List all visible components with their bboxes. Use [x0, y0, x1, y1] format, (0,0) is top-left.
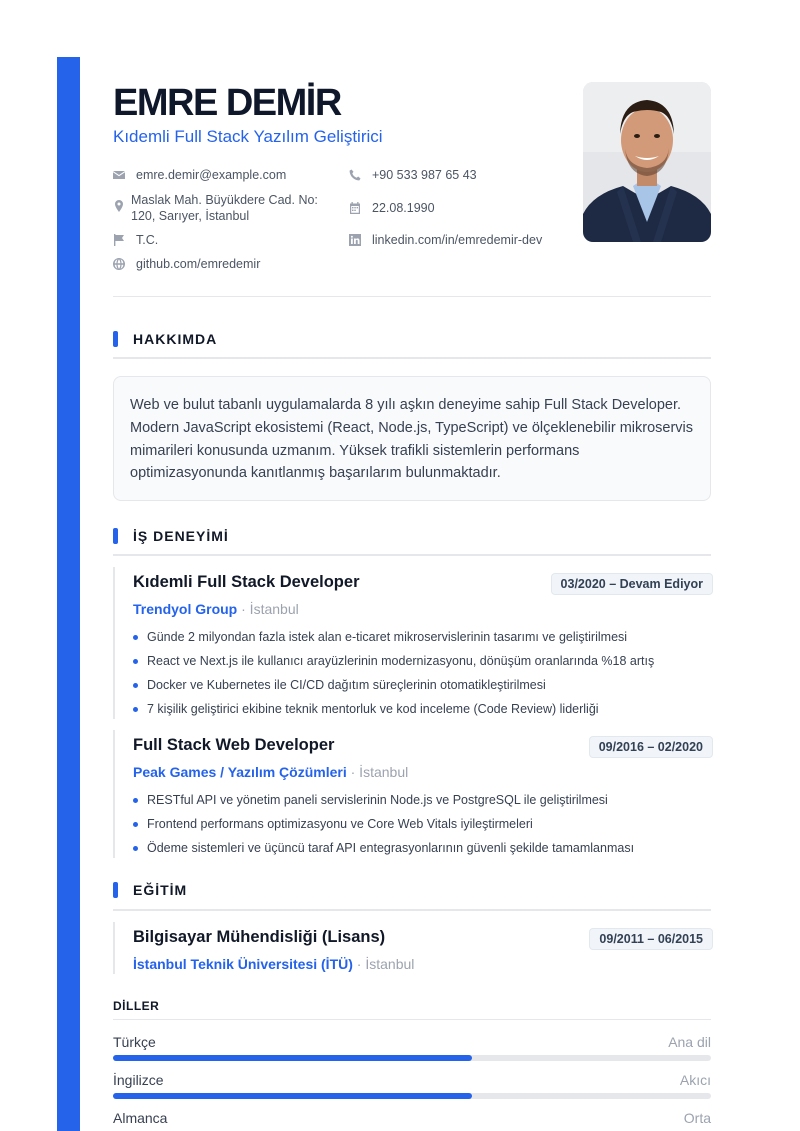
email-text: emre.demir@example.com: [136, 168, 287, 182]
languages-rule: [113, 1019, 711, 1020]
flag-icon: [113, 234, 125, 246]
section-marker: [113, 528, 118, 544]
experience-bullets: [133, 788, 634, 860]
bullet-dot: [133, 635, 138, 640]
proficiency-track: [113, 1093, 711, 1099]
experience-org-line: [133, 601, 299, 617]
date-badge: 03/2020 – Devam Ediyor: [551, 573, 713, 595]
contact-address: [113, 192, 318, 224]
bullet-dot: [133, 846, 138, 851]
contact-email[interactable]: [113, 167, 286, 183]
phone-icon: [349, 169, 361, 181]
list-item: Ödeme sistemleri ve üçüncü taraf API entegrasyonlarının güvenli şekilde tamamlanması: [133, 836, 634, 860]
candidate-name: EMRE DEMİR: [113, 82, 341, 124]
education-org-line: [133, 956, 414, 972]
language-name: Almanca: [113, 1110, 168, 1126]
section-rule: [113, 357, 711, 359]
section-experience-heading: [113, 528, 229, 544]
section-marker: [113, 331, 118, 347]
contact-nationality: [113, 232, 158, 248]
bullet-dot: [133, 707, 138, 712]
github-text: github.com/emredemir: [136, 257, 261, 271]
contact-phone[interactable]: [349, 167, 477, 183]
section-education-heading: [113, 882, 187, 898]
language-level: Akıcı: [679, 1072, 711, 1088]
globe-icon: [113, 258, 125, 270]
bullet-dot: [133, 798, 138, 803]
contact-birthdate: [349, 200, 435, 216]
linkedin-icon: [349, 234, 361, 246]
bullet-dot: [133, 683, 138, 688]
list-item: RESTful API ve yönetim paneli servislerinin Node.js ve PostgreSQL ile geliştirilmesi: [133, 788, 634, 812]
about-box: [113, 376, 711, 501]
map-pin-icon: [113, 200, 125, 212]
language-level: Ana dil: [668, 1034, 711, 1050]
section-marker: [113, 882, 118, 898]
language-level: Orta: [683, 1110, 711, 1126]
bullet-dot: [133, 659, 138, 664]
phone-text: +90 533 987 65 43: [372, 168, 477, 182]
education-entry: [113, 922, 713, 974]
company-name: Trendyol Group: [133, 601, 238, 617]
section-about-heading: [113, 331, 217, 347]
education-heading-text: EĞİTİM: [133, 882, 188, 898]
profile-photo: [583, 82, 711, 242]
proficiency-fill: [113, 1055, 472, 1061]
language-name: İngilizce: [113, 1072, 164, 1088]
list-item: Docker ve Kubernetes ile CI/CD dağıtım süreçlerinin otomatikleştirilmesi: [133, 673, 654, 697]
experience-heading-text: İŞ DENEYİMİ: [133, 528, 229, 544]
section-rule: [113, 909, 711, 911]
experience-title: Kıdemli Full Stack Developer: [133, 573, 360, 591]
address-line-2: 120, Sarıyer, İstanbul: [131, 209, 250, 223]
bullet-dot: [133, 822, 138, 827]
list-item: Frontend performans optimizasyonu ve Core Web Vitals iyileştirmeleri: [133, 812, 634, 836]
envelope-icon: [113, 169, 125, 181]
languages-heading: DİLLER: [113, 999, 160, 1013]
degree-title: Bilgisayar Mühendisliği (Lisans): [133, 928, 386, 946]
accent-bar: [57, 57, 80, 1131]
proficiency-track: [113, 1055, 711, 1061]
list-item: 7 kişilik geliştirici ekibine teknik mentorluk ve kod inceleme (Code Review) liderliği: [133, 697, 654, 721]
company-location: · İstanbul: [237, 601, 299, 617]
nationality-text: T.C.: [136, 233, 159, 247]
list-item: Günde 2 milyondan fazla istek alan e-ticaret mikroservislerinin tasarımı ve geliştirilmesi: [133, 625, 654, 649]
proficiency-fill: [113, 1093, 472, 1099]
date-badge: 09/2011 – 06/2015: [589, 928, 713, 950]
calendar-icon: [349, 202, 361, 214]
linkedin-text: linkedin.com/in/emredemir-dev: [372, 233, 543, 247]
about-text: Web ve bulut tabanlı uygulamalarda 8 yılı aşkın deneyime sahip Full Stack Developer. Modern JavaScript ekosistemi (React, Node.js, TypeScript) ve ölçeklenebilir mikroservis mimarileri konusunda uzmanım. Yüksek trafikli sistemlerin performans optimizasyonunda kanıtlanmış başarılarım bulunmaktadır.: [130, 397, 694, 482]
contact-github[interactable]: [113, 256, 260, 272]
language-name: Türkçe: [113, 1034, 156, 1050]
contact-linkedin[interactable]: [349, 232, 542, 248]
company-location: · İstanbul: [346, 764, 409, 780]
header-divider: [113, 296, 711, 297]
candidate-title: Kıdemli Full Stack Yazılım Geliştirici: [113, 127, 383, 146]
school-name: İstanbul Teknik Üniversitesi (İTÜ): [133, 956, 353, 972]
experience-bullets: [133, 625, 654, 721]
experience-org-line: [133, 764, 408, 780]
birthdate-text: 22.08.1990: [372, 201, 435, 215]
address-line-1: Maslak Mah. Büyükdere Cad. No:: [131, 193, 318, 207]
list-item: React ve Next.js ile kullanıcı arayüzlerinin modernizasyonu, dönüşüm oranlarında %18 artış: [133, 649, 654, 673]
date-badge: 09/2016 – 02/2020: [589, 736, 713, 758]
section-rule: [113, 554, 711, 556]
about-heading-text: HAKKIMDA: [133, 331, 218, 347]
company-name: Peak Games / Yazılım Çözümleri: [133, 764, 347, 780]
experience-title: Full Stack Web Developer: [133, 736, 335, 754]
experience-entry: [113, 567, 713, 719]
experience-entry: [113, 730, 713, 858]
school-location: · İstanbul: [352, 956, 415, 972]
